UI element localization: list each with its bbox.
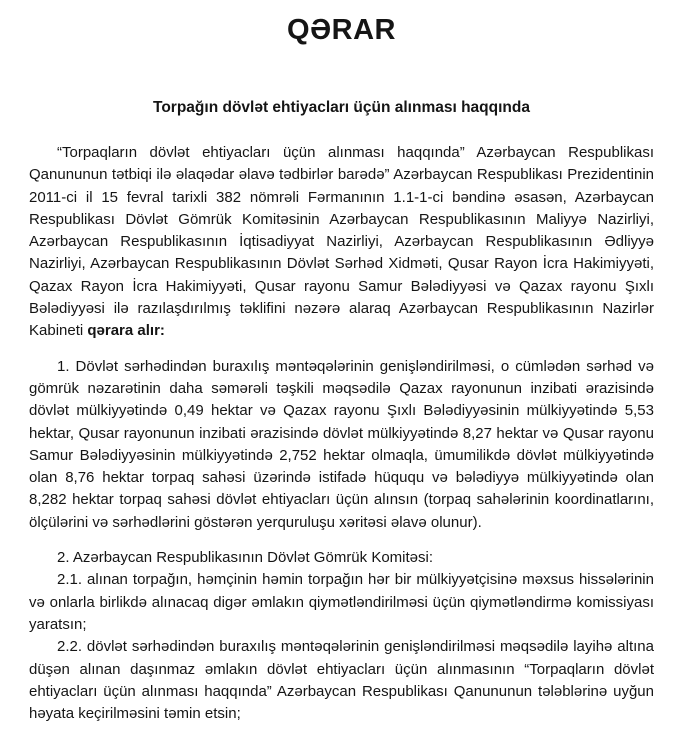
preamble-text: “Torpaqların dövlət ehtiyacları üçün alınması haqqında” Azərbaycan Respublikası Qanununun tətbiqi ilə əlaqədar əlavə tədbirlər barədə” Azərbaycan Respublikası Prezidentinin 2011-ci il 15 fevral tarixli 382 nömrəli Fərmanının 1.1-1-ci bəndinə əsasən, Azərbaycan Respublikası Dövlət Gömrük Komitəsinin Azərbaycan Respublikasının Maliyyə Nazirliyi, Azərbaycan Respublikasının İqtisadiyyat Nazirliyi, Azərbaycan Respublikasının Ədliyyə Nazirliyi, Azərbaycan Respublikasının Dövlət Sərhəd Xidməti, Qusar Rayon İcra Hakimiyyəti, Qazax Rayon İcra Hakimiyyəti, Qusar rayonu Samur Bələdiyyəsi və Qazax rayonu Şıxlı Bələdiyyəsi ilə razılaşdırılmış təklifini nəzərə alaraq Azərbaycan Respublikasının Nazirlər Kabineti: [29, 144, 654, 340]
document-subtitle: Torpağın dövlət ehtiyacları üçün alınması haqqında: [153, 99, 530, 116]
document-title: QƏRAR: [287, 14, 396, 46]
preamble-bold-phrase: qərara alır:: [87, 322, 165, 340]
clause-1-paragraph: 1. Dövlət sərhədindən buraxılış məntəqələrinin genişləndirilməsi, o cümlədən sərhəd və gömrük nəzarətinin daha səmərəli təşkili məqsədilə Qazax rayonunun inzibati ərazisində dövlət mülkiyyətində 0,49 hektar və Qazax rayonu Şıxlı Bələdiyyəsinin mülkiyyətində 5,53 hektar, Qusar rayonunun inzibati ərazisində dövlət mülkiyyətində 8,27 hektar və Qusar rayonu Samur Bələdiyyəsinin mülkiyyətində 2,752 hektar olmaqla, ümumilikdə dövlət mülkiyyətində olan 8,76 hektar torpaq sahəsi üzərində istifadə hüququ və bələdiyyə mülkiyyətində olan 8,282 hektar torpaq sahəsi dövlət ehtiyacları üçün alınsın (torpaq sahələrinin koordinatlarını, ölçülərini və sərhədlərini göstərən yerquruluşu xəritəsi əlavə olunur).: [29, 357, 654, 531]
clause-2-heading-paragraph: 2. Azərbaycan Respublikasının Dövlət Gömrük Komitəsi:: [57, 549, 434, 567]
preamble-paragraph: [29, 142, 654, 343]
clause-2-2-paragraph: 2.2. dövlət sərhədindən buraxılış məntəqələrinin genişləndirilməsi məqsədilə layihə altına düşən alınan daşınmaz əmlakın dövlət ehtiyacları üçün alınmasının “Torpaqların dövlət ehtiyacları üçün alınması haqqında” Azərbaycan Respublikası Qanununun tələblərinə uyğun həyata keçirilməsini təmin etsin;: [29, 638, 654, 723]
clause-2-1-paragraph: 2.1. alınan torpağın, həmçinin həmin torpağın hər bir mülkiyyətçisinə məxsus hissələrinin və onlarla birlikdə alınacaq digər əmlakın qiymətləndirilməsi üçün qiymətləndirmə komissiyası yaratsın;: [29, 571, 654, 633]
